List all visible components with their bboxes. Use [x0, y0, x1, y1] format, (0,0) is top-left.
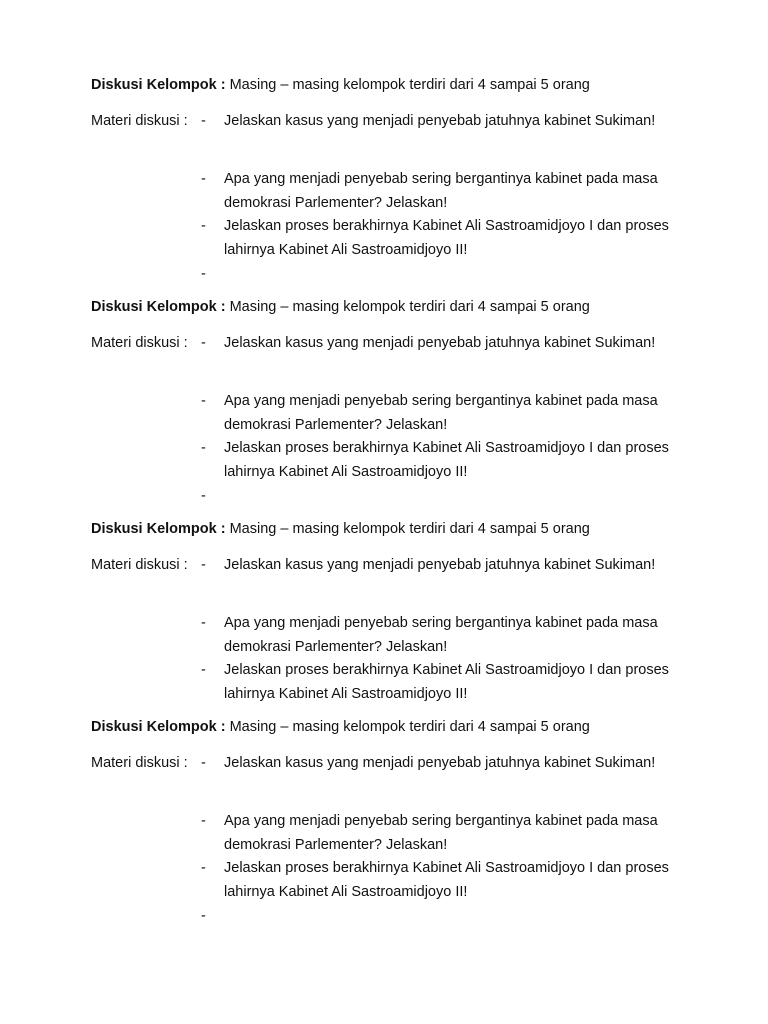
list-dash: -: [201, 335, 206, 351]
group-discussion-heading: [91, 73, 590, 97]
heading-label: Diskusi Kelompok :: [91, 77, 226, 93]
heading-text: Masing – masing kelompok terdiri dari 4 sampai 5 orang: [229, 299, 590, 315]
list-dash: -: [201, 813, 206, 829]
list-dash: -: [201, 266, 206, 282]
group-discussion-heading: [91, 517, 590, 541]
list-dash: -: [201, 860, 206, 876]
list-dash: -: [201, 908, 206, 924]
list-dash: -: [201, 393, 206, 409]
materi-label: Materi diskusi :: [91, 113, 188, 129]
list-dash: -: [201, 113, 206, 129]
list-item: Apa yang menjadi penyebab sering bergantinya kabinet pada masa demokrasi Parlementer? Jelaskan!: [224, 171, 658, 211]
list-item: Jelaskan proses berakhirnya Kabinet Ali Sastroamidjoyo I dan proses lahirnya Kabinet Ali Sastroamidjoyo II!: [224, 440, 669, 480]
heading-label: Diskusi Kelompok :: [91, 719, 226, 735]
list-item: Apa yang menjadi penyebab sering bergantinya kabinet pada masa demokrasi Parlementer? Jelaskan!: [224, 615, 658, 655]
materi-label: Materi diskusi :: [91, 557, 188, 573]
heading-text: Masing – masing kelompok terdiri dari 4 sampai 5 orang: [229, 77, 590, 93]
list-item: Jelaskan proses berakhirnya Kabinet Ali Sastroamidjoyo I dan proses lahirnya Kabinet Ali Sastroamidjoyo II!: [224, 218, 669, 258]
list-dash: -: [201, 440, 206, 456]
heading-label: Diskusi Kelompok :: [91, 521, 226, 537]
list-item: Jelaskan kasus yang menjadi penyebab jatuhnya kabinet Sukiman!: [224, 113, 656, 129]
list-item: Jelaskan kasus yang menjadi penyebab jatuhnya kabinet Sukiman!: [224, 335, 656, 351]
list-dash: -: [201, 171, 206, 187]
list-dash: -: [201, 557, 206, 573]
list-item: Jelaskan proses berakhirnya Kabinet Ali Sastroamidjoyo I dan proses lahirnya Kabinet Ali Sastroamidjoyo II!: [224, 860, 669, 900]
group-discussion-heading: [91, 715, 590, 739]
list-item: Apa yang menjadi penyebab sering bergantinya kabinet pada masa demokrasi Parlementer? Jelaskan!: [224, 393, 658, 433]
heading-text: Masing – masing kelompok terdiri dari 4 sampai 5 orang: [229, 719, 590, 735]
list-dash: -: [201, 662, 206, 678]
list-dash: -: [201, 755, 206, 771]
materi-label: Materi diskusi :: [91, 335, 188, 351]
heading-label: Diskusi Kelompok :: [91, 299, 226, 315]
list-item: Jelaskan kasus yang menjadi penyebab jatuhnya kabinet Sukiman!: [224, 755, 656, 771]
list-item: Apa yang menjadi penyebab sering bergantinya kabinet pada masa demokrasi Parlementer? Jelaskan!: [224, 813, 658, 853]
list-dash: -: [201, 218, 206, 234]
list-item: Jelaskan proses berakhirnya Kabinet Ali Sastroamidjoyo I dan proses lahirnya Kabinet Ali Sastroamidjoyo II!: [224, 662, 669, 702]
list-dash: -: [201, 615, 206, 631]
list-item: Jelaskan kasus yang menjadi penyebab jatuhnya kabinet Sukiman!: [224, 557, 656, 573]
heading-text: Masing – masing kelompok terdiri dari 4 sampai 5 orang: [229, 521, 590, 537]
group-discussion-heading: [91, 295, 590, 319]
list-dash: -: [201, 488, 206, 504]
materi-label: Materi diskusi :: [91, 755, 188, 771]
